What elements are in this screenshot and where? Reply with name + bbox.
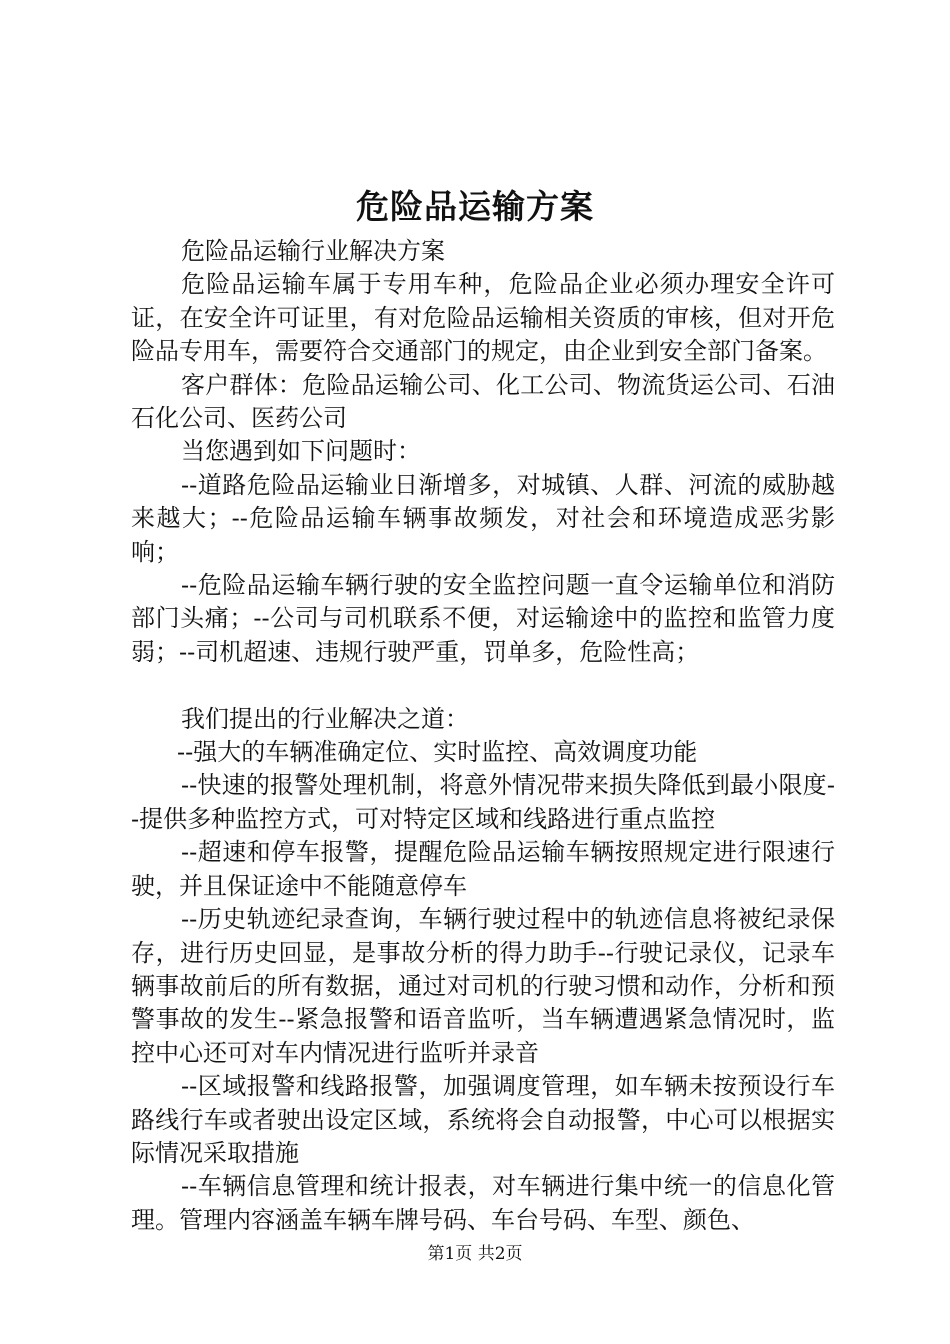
paragraph-solution-2: --快速的报警处理机制，将意外情况带来损失降低到最小限度--提供多种监控方式，可对特定区域和线路进行重点监控	[131, 771, 835, 833]
paragraph-solution-3: --超速和停车报警，提醒危险品运输车辆按照规定进行限速行驶，并且保证途中不能随意停车	[131, 838, 835, 900]
paragraph-solution-4: --历史轨迹纪录查询，车辆行驶过程中的轨迹信息将被纪录保存，进行历史回显，是事故分析的得力助手--行驶记录仪，记录车辆事故前后的所有数据，通过对司机的行驶习惯和动作，分析和预警事故的发生--紧急报警和语音监听，当车辆遭遇紧急情况时，监控中心还可对车内情况进行监听并录音	[131, 905, 835, 1067]
paragraph-solution-6: --车辆信息管理和统计报表，对车辆进行集中统一的信息化管理。管理内容涵盖车辆车牌号码、车台号码、车型、颜色、	[131, 1172, 835, 1234]
paragraph-problem-2: --危险品运输车辆行驶的安全监控问题一直令运输单位和消防部门头痛；--公司与司机联系不便，对运输途中的监控和监管力度弱；--司机超速、违规行驶严重，罚单多，危险性高；	[131, 571, 835, 666]
document-title: 危险品运输方案	[356, 187, 594, 226]
paragraph-problems-lead: 当您遇到如下问题时：	[181, 437, 421, 466]
paragraph-customers: 客户群体：危险品运输公司、化工公司、物流货运公司、石油石化公司、医药公司	[131, 370, 835, 433]
page-number-footer: 第1页 共2页	[427, 1244, 523, 1264]
paragraph-problem-1: --道路危险品运输业日渐增多，对城镇、人群、河流的威胁越来越大；--危险品运输车辆事故频发，对社会和环境造成恶劣影响；	[131, 470, 835, 566]
paragraph-solutions-lead: 我们提出的行业解决之道：	[181, 704, 469, 733]
document-body	[131, 235, 835, 1237]
paragraph-spacer	[131, 669, 835, 702]
paragraph-solution-1: --强大的车辆准确定位、实时监控、高效调度功能	[177, 738, 698, 767]
paragraph-solution-5: --区域报警和线路报警，加强调度管理，如车辆未按预设行车路线行车或者驶出设定区域，系统将会自动报警，中心可以根据实际情况采取措施	[131, 1072, 835, 1167]
paragraph-heading: 危险品运输行业解决方案	[181, 237, 445, 265]
paragraph-intro: 危险品运输车属于专用车种，危险品企业必须办理安全许可证，在安全许可证里，有对危险品运输相关资质的审核，但对开危险品专用车，需要符合交通部门的规定，由企业到安全部门备案。	[131, 270, 835, 366]
